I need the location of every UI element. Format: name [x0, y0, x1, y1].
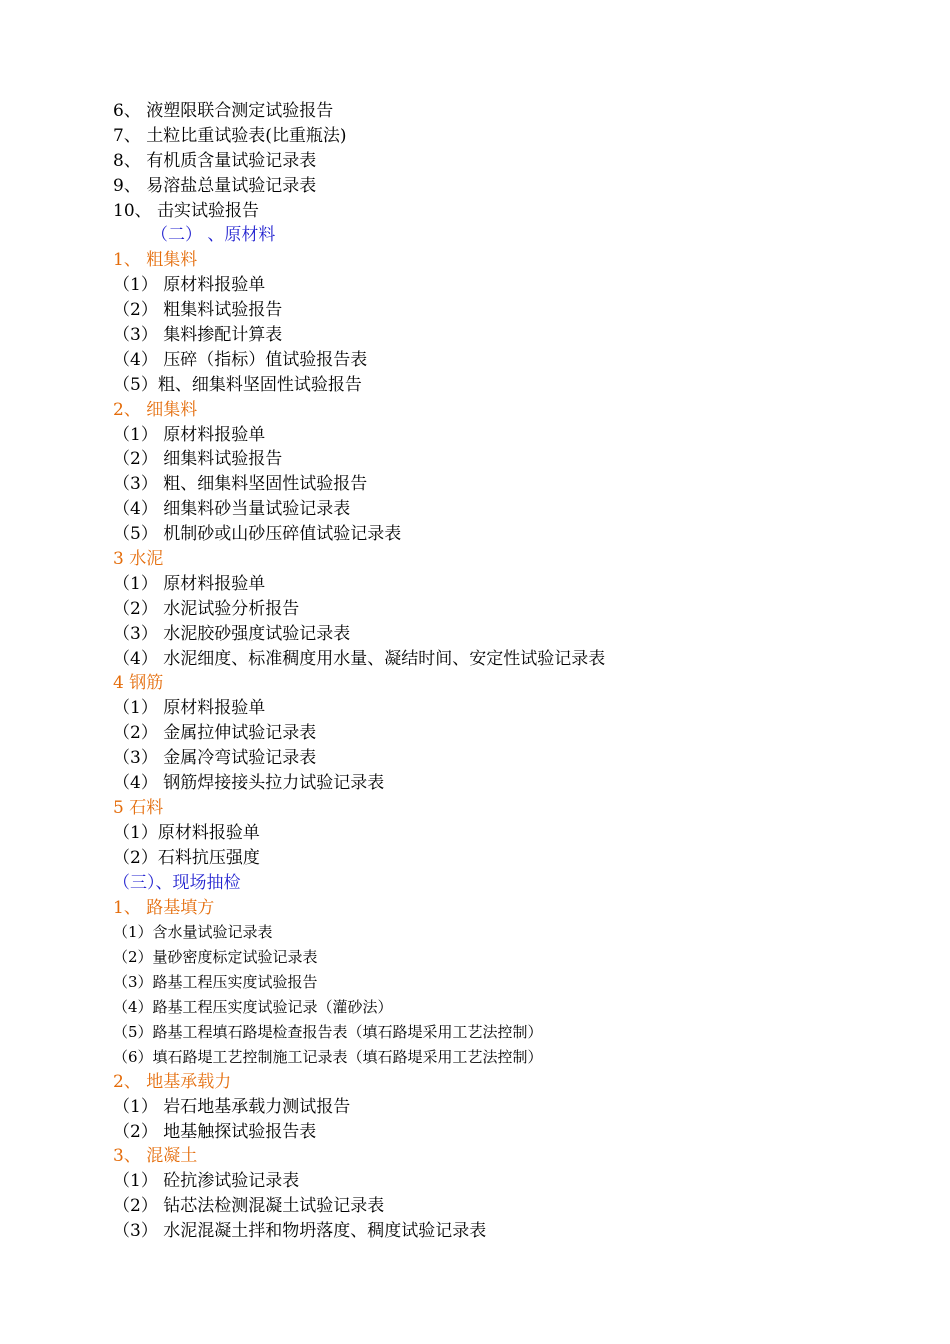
list-item: 7、 土粒比重试验表(比重瓶法)	[113, 125, 347, 146]
section-heading: 4 钢筋	[113, 673, 164, 694]
list-item: （1） 原材料报验单	[113, 424, 266, 445]
list-item: （3）路基工程压实度试验报告	[113, 973, 318, 992]
section-heading: 5 石料	[113, 797, 164, 818]
list-item: （1） 砼抗渗试验记录表	[113, 1171, 300, 1192]
list-item: （1） 岩石地基承载力测试报告	[113, 1096, 351, 1117]
list-item: （1）含水量试验记录表	[113, 923, 273, 942]
list-item: （3） 粗、细集料坚固性试验报告	[113, 474, 368, 495]
list-item: （4） 钢筋焊接接头拉力试验记录表	[113, 773, 385, 794]
list-item: 8、 有机质含量试验记录表	[113, 150, 317, 171]
list-item: （1） 原材料报验单	[113, 698, 266, 719]
list-item: （4） 细集料砂当量试验记录表	[113, 499, 351, 520]
list-item: （5）粗、细集料坚固性试验报告	[113, 374, 362, 395]
list-item: 6、 液塑限联合测定试验报告	[113, 101, 334, 121]
category-heading: （二） 、原材料	[151, 225, 276, 246]
list-item: （2） 粗集料试验报告	[113, 300, 283, 321]
list-item: （5） 机制砂或山砂压碎值试验记录表	[113, 524, 402, 545]
list-item: （2）石料抗压强度	[113, 847, 260, 868]
list-item: （2） 水泥试验分析报告	[113, 598, 300, 619]
list-item: （1） 原材料报验单	[113, 573, 266, 594]
list-item: （1） 原材料报验单	[113, 275, 266, 296]
section-heading: 1、 路基填方	[113, 897, 215, 918]
list-item: 10、 击实试验报告	[113, 200, 260, 221]
document-body	[113, 99, 893, 1244]
category-heading: （三）、现场抽检	[113, 872, 241, 893]
section-heading: 1、 粗集料	[113, 250, 198, 271]
list-item: （2） 细集料试验报告	[113, 449, 283, 470]
list-item: （2） 地基触探试验报告表	[113, 1121, 317, 1142]
list-item: （2） 金属拉伸试验记录表	[113, 723, 317, 744]
list-item: （6）填石路堤工艺控制施工记录表（填石路堤采用工艺法控制）	[113, 1047, 543, 1066]
list-item: （1）原材料报验单	[113, 822, 260, 843]
list-item: （5）路基工程填石路堤检查报告表（填石路堤采用工艺法控制）	[113, 1022, 543, 1041]
list-item: （3） 水泥混凝土拌和物坍落度、稠度试验记录表	[113, 1221, 487, 1242]
list-item: （2）量砂密度标定试验记录表	[113, 948, 318, 967]
section-heading: 3、 混凝土	[113, 1146, 198, 1167]
list-item: （3） 集料掺配计算表	[113, 325, 283, 346]
list-item: （4）路基工程压实度试验记录（灌砂法）	[113, 998, 393, 1017]
section-heading: 3 水泥	[113, 549, 164, 570]
list-item: （3） 水泥胶砂强度试验记录表	[113, 623, 351, 644]
list-item: （4） 压碎（指标）值试验报告表	[113, 349, 368, 370]
list-item: （3） 金属冷弯试验记录表	[113, 748, 317, 769]
list-item: 9、 易溶盐总量试验记录表	[113, 175, 317, 196]
section-heading: 2、 地基承载力	[113, 1071, 232, 1092]
list-item: （4） 水泥细度、标准稠度用水量、凝结时间、安定性试验记录表	[113, 648, 606, 669]
list-item: （2） 钻芯法检测混凝土试验记录表	[113, 1196, 385, 1217]
section-heading: 2、 细集料	[113, 399, 198, 420]
